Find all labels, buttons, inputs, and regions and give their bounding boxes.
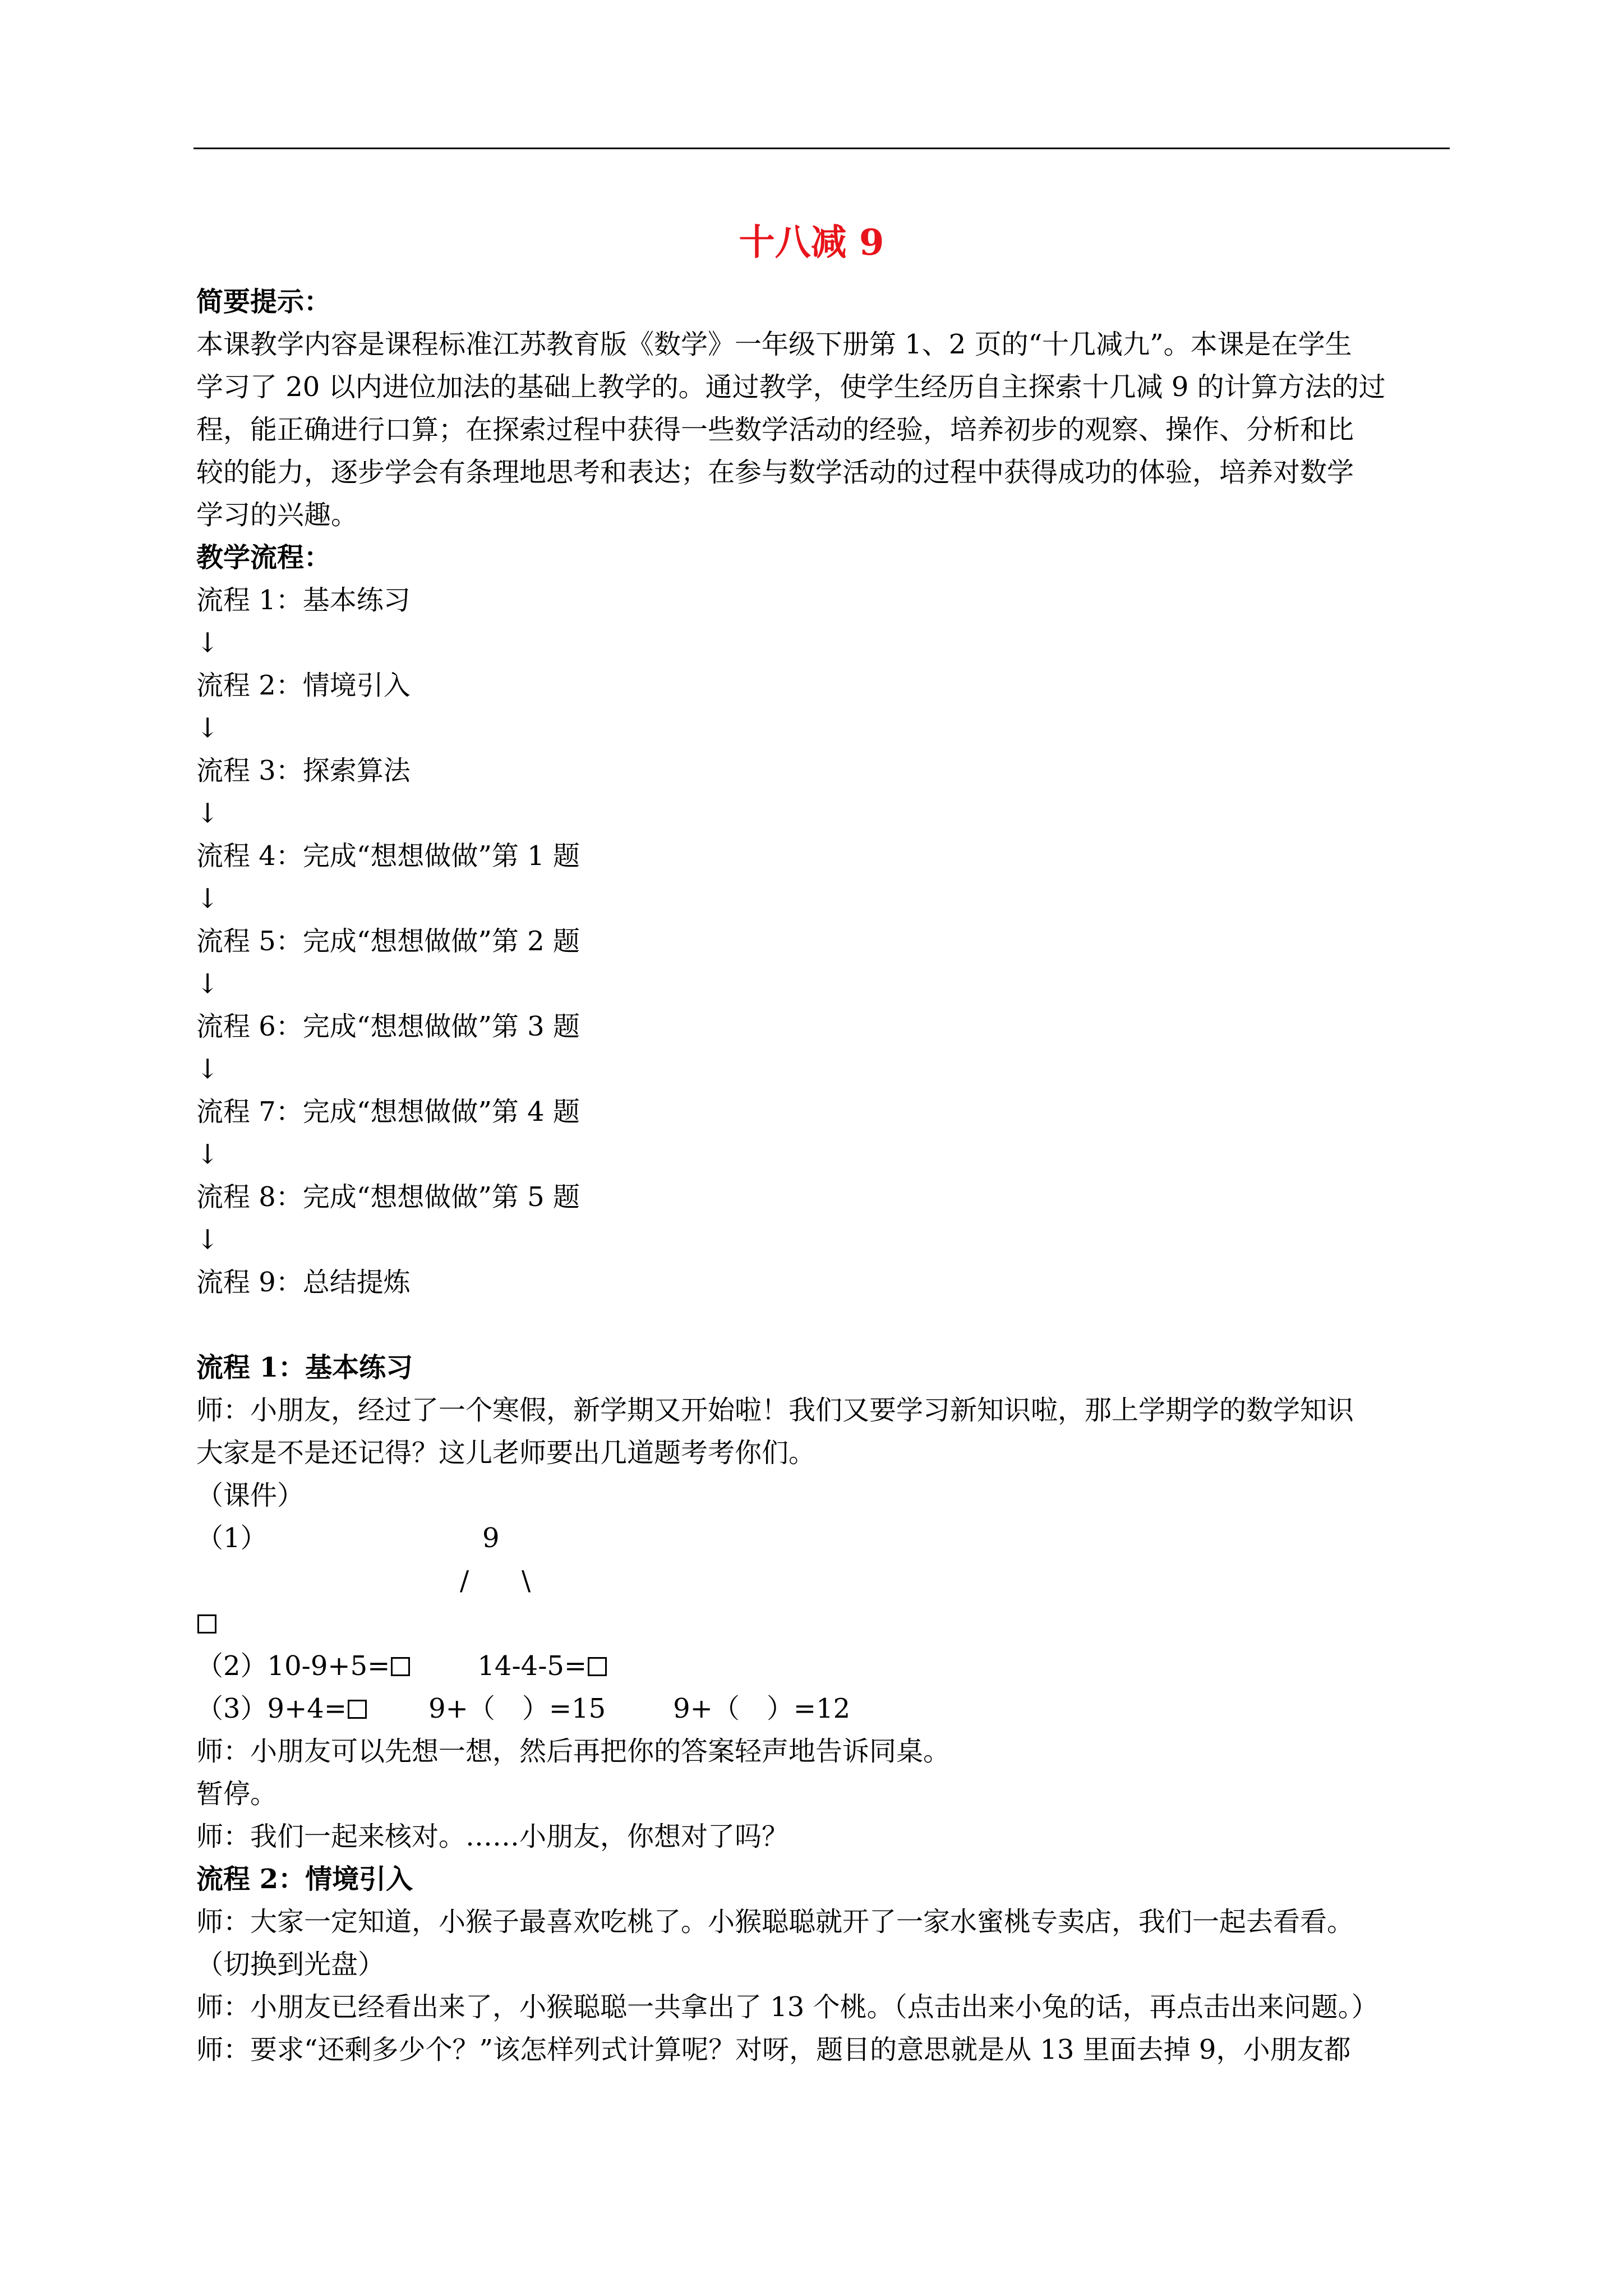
section1-heading: 流程 1：基本练习 bbox=[196, 1352, 413, 1383]
exercise-expression: （2）10-9+5= bbox=[196, 1650, 390, 1682]
answer-box bbox=[588, 1657, 607, 1676]
paragraph-line: 师：小朋友已经看出来了，小猴聪聪一共拿出了 13 个桃。（点击出来小兔的话，再点击出来问题。） bbox=[196, 1991, 1378, 2023]
answer-box bbox=[391, 1657, 410, 1676]
document-title: 十八减 9 bbox=[739, 222, 884, 264]
down-arrow-icon: ↓ bbox=[196, 968, 219, 1000]
down-arrow-icon: ↓ bbox=[196, 627, 219, 659]
flow-step: 流程 5：完成“想想做做”第 2 题 bbox=[196, 926, 580, 957]
flow-step: 流程 6：完成“想想做做”第 3 题 bbox=[196, 1011, 580, 1042]
down-arrow-icon: ↓ bbox=[196, 1053, 219, 1085]
number-tree-box-row bbox=[196, 1602, 1453, 1645]
brief-heading: 简要提示： bbox=[196, 286, 331, 318]
header-rule bbox=[193, 148, 1450, 149]
exercise-expression: （3）9+4= bbox=[196, 1693, 347, 1724]
brief-line: 较的能力，逐步学会有条理地思考和表达；在参与数学活动的过程中获得成功的体验，培养对数学 bbox=[196, 457, 1354, 488]
brief-line: 程，能正确进行口算；在探索过程中获得一些数学活动的经验，培养初步的观察、操作、分析和比 bbox=[196, 414, 1354, 445]
flow-heading: 教学流程： bbox=[196, 542, 331, 573]
exercise-row-3 bbox=[196, 1687, 1453, 1730]
item-label: （1） bbox=[196, 1522, 268, 1554]
flow-step: 流程 7：完成“想想做做”第 4 题 bbox=[196, 1096, 580, 1128]
exercise-expression: 9+（ ）=12 bbox=[673, 1693, 851, 1724]
paragraph-line: （切换到光盘） bbox=[196, 1949, 385, 1980]
number-tree-branch-row bbox=[196, 1559, 1453, 1602]
down-arrow-icon: ↓ bbox=[196, 798, 219, 829]
brief-line: 本课教学内容是课程标准江苏教育版《数学》一年级下册第 1、2 页的“十几减九”。本课是在学生 bbox=[196, 329, 1352, 360]
paragraph-line: 大家是不是还记得？这儿老师要出几道题考考你们。 bbox=[196, 1437, 816, 1469]
down-arrow-icon: ↓ bbox=[196, 712, 219, 744]
document-body bbox=[196, 280, 1453, 2071]
exercise-expression: 9+（ ）=15 bbox=[428, 1693, 606, 1724]
flow-step: 流程 9：总结提炼 bbox=[196, 1267, 411, 1298]
flow-step: 流程 8：完成“想想做做”第 5 题 bbox=[196, 1181, 580, 1213]
tree-left-branch: / bbox=[460, 1565, 469, 1596]
answer-box bbox=[197, 1614, 216, 1634]
paragraph-line: 师：我们一起来核对。……小朋友，你想对了吗？ bbox=[196, 1821, 789, 1852]
flow-step: 流程 4：完成“想想做做”第 1 题 bbox=[196, 840, 580, 872]
flow-step: 流程 2：情境引入 bbox=[196, 670, 411, 701]
paragraph-line: 师：小朋友可以先想一想，然后再把你的答案轻声地告诉同桌。 bbox=[196, 1736, 951, 1767]
paragraph-line: 师：大家一定知道，小猴子最喜欢吃桃了。小猴聪聪就开了一家水蜜桃专卖店，我们一起去看看。 bbox=[196, 1906, 1354, 1938]
brief-line: 学习的兴趣。 bbox=[196, 499, 358, 531]
section2-heading: 流程 2：情境引入 bbox=[196, 1864, 413, 1895]
tree-root-number: 9 bbox=[482, 1522, 500, 1554]
flow-step: 流程 3：探索算法 bbox=[196, 755, 411, 786]
exercise-row-2 bbox=[196, 1645, 1453, 1687]
paragraph-line: 师：要求“还剩多少个？”该怎样列式计算呢？对呀，题目的意思就是从 13 里面去掉 9，小朋友都 bbox=[196, 2034, 1351, 2065]
answer-box bbox=[348, 1700, 367, 1719]
flow-step: 流程 1：基本练习 bbox=[196, 585, 411, 616]
paragraph-line: 暂停。 bbox=[196, 1778, 278, 1810]
courseware-note: （课件） bbox=[196, 1480, 305, 1511]
down-arrow-icon: ↓ bbox=[196, 1224, 219, 1255]
down-arrow-icon: ↓ bbox=[196, 1139, 219, 1170]
exercise-expression: 14-4-5= bbox=[477, 1650, 587, 1682]
brief-line: 学习了 20 以内进位加法的基础上教学的。通过教学，使学生经历自主探索十几减 9 的计算方法的过 bbox=[196, 371, 1386, 403]
down-arrow-icon: ↓ bbox=[196, 883, 219, 914]
number-tree-top-row bbox=[196, 1517, 1453, 1559]
tree-right-branch: \ bbox=[522, 1565, 531, 1596]
spacer bbox=[196, 1304, 1453, 1346]
paragraph-line: 师：小朋友，经过了一个寒假，新学期又开始啦！我们又要学习新知识啦，那上学期学的数学知识 bbox=[196, 1395, 1354, 1426]
